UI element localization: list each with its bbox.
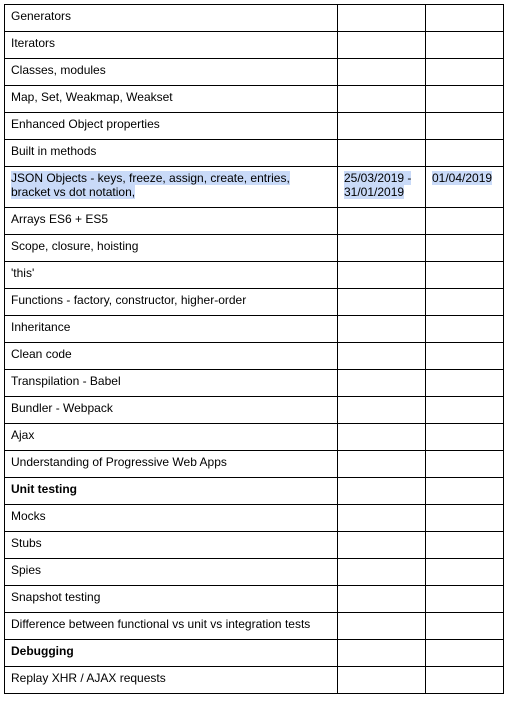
topic-cell[interactable] — [5, 451, 338, 478]
end-date-cell[interactable] — [426, 289, 504, 316]
table-row — [5, 370, 504, 397]
table-row — [5, 5, 504, 32]
start-date-cell[interactable] — [338, 451, 426, 478]
topic-cell[interactable] — [5, 289, 338, 316]
topic-cell-text: Understanding of Progressive Web Apps — [11, 455, 227, 469]
end-date-cell[interactable] — [426, 113, 504, 140]
end-date-cell-text: 01/04/2019 — [432, 171, 493, 185]
end-date-cell[interactable] — [426, 532, 504, 559]
table-row — [5, 208, 504, 235]
end-date-cell[interactable] — [426, 424, 504, 451]
start-date-cell[interactable] — [338, 59, 426, 86]
topic-cell-text: Debugging — [11, 644, 74, 658]
start-date-cell[interactable] — [338, 113, 426, 140]
topic-cell[interactable] — [5, 167, 338, 208]
end-date-cell[interactable] — [426, 370, 504, 397]
end-date-cell[interactable] — [426, 86, 504, 113]
end-date-cell[interactable] — [426, 640, 504, 667]
start-date-cell[interactable] — [338, 532, 426, 559]
end-date-cell[interactable] — [426, 5, 504, 32]
end-date-cell[interactable] — [426, 505, 504, 532]
start-date-cell[interactable] — [338, 586, 426, 613]
start-date-cell[interactable] — [338, 613, 426, 640]
topic-cell-text: Difference between functional vs unit vs integration tests — [11, 617, 311, 631]
end-date-cell[interactable] — [426, 140, 504, 167]
topic-cell[interactable] — [5, 32, 338, 59]
end-date-cell[interactable] — [426, 397, 504, 424]
topic-cell[interactable] — [5, 478, 338, 505]
topic-cell[interactable] — [5, 370, 338, 397]
table-row — [5, 505, 504, 532]
table-row — [5, 59, 504, 86]
table-row — [5, 397, 504, 424]
topic-cell[interactable] — [5, 5, 338, 32]
topic-cell-text: Transpilation - Babel — [11, 374, 121, 388]
end-date-cell[interactable] — [426, 235, 504, 262]
table-row — [5, 113, 504, 140]
start-date-cell[interactable] — [338, 478, 426, 505]
topic-cell-text: Unit testing — [11, 482, 77, 496]
topic-cell-text: Classes, modules — [11, 63, 106, 77]
end-date-cell[interactable] — [426, 32, 504, 59]
topic-cell[interactable] — [5, 505, 338, 532]
topic-cell-text: Built in methods — [11, 144, 97, 158]
start-date-cell[interactable] — [338, 262, 426, 289]
topic-cell[interactable] — [5, 235, 338, 262]
end-date-cell[interactable] — [426, 667, 504, 694]
topic-cell-text: Stubs — [11, 536, 42, 550]
topic-cell[interactable] — [5, 397, 338, 424]
start-date-cell[interactable] — [338, 208, 426, 235]
topic-cell[interactable] — [5, 559, 338, 586]
start-date-cell[interactable] — [338, 505, 426, 532]
topic-cell-text: Mocks — [11, 509, 46, 523]
topic-cell-text: Enhanced Object properties — [11, 117, 160, 131]
topic-cell[interactable] — [5, 667, 338, 694]
topic-cell-text: Snapshot testing — [11, 590, 101, 604]
table-row — [5, 613, 504, 640]
end-date-cell[interactable] — [426, 613, 504, 640]
topic-cell-text: Scope, closure, hoisting — [11, 239, 139, 253]
table-row — [5, 140, 504, 167]
start-date-cell[interactable] — [338, 86, 426, 113]
topic-cell[interactable] — [5, 86, 338, 113]
table-row — [5, 451, 504, 478]
topic-cell-text: Functions - factory, constructor, higher-order — [11, 293, 247, 307]
start-date-cell-text: 25/03/2019 - 31/01/2019 — [344, 171, 412, 199]
table-row — [5, 559, 504, 586]
start-date-cell[interactable] — [338, 397, 426, 424]
topic-cell[interactable] — [5, 586, 338, 613]
end-date-cell[interactable] — [426, 586, 504, 613]
table-row — [5, 86, 504, 113]
start-date-cell[interactable] — [338, 289, 426, 316]
end-date-cell[interactable] — [426, 316, 504, 343]
start-date-cell[interactable] — [338, 32, 426, 59]
table-row — [5, 235, 504, 262]
topic-cell-text: Replay XHR / AJAX requests — [11, 671, 166, 685]
topic-cell-text: JSON Objects - keys, freeze, assign, create, entries, bracket vs dot notation, — [11, 171, 290, 199]
topic-cell[interactable] — [5, 316, 338, 343]
start-date-cell[interactable] — [338, 235, 426, 262]
table-row — [5, 343, 504, 370]
end-date-cell[interactable] — [426, 208, 504, 235]
topic-cell[interactable] — [5, 343, 338, 370]
end-date-cell[interactable] — [426, 559, 504, 586]
end-date-cell[interactable] — [426, 478, 504, 505]
topic-cell[interactable] — [5, 613, 338, 640]
topic-cell-text: Arrays ES6 + ES5 — [11, 212, 109, 226]
topic-cell[interactable] — [5, 262, 338, 289]
start-date-cell[interactable] — [338, 167, 426, 208]
topic-cell-text: Bundler - Webpack — [11, 401, 113, 415]
topic-cell-text: Iterators — [11, 36, 56, 50]
end-date-cell[interactable] — [426, 262, 504, 289]
start-date-cell[interactable] — [338, 140, 426, 167]
topic-cell[interactable] — [5, 532, 338, 559]
table-row — [5, 167, 504, 208]
topic-cell-text: Clean code — [11, 347, 72, 361]
table-row — [5, 262, 504, 289]
topic-cell-text: Ajax — [11, 428, 35, 442]
topic-cell-text: Inheritance — [11, 320, 71, 334]
start-date-cell[interactable] — [338, 424, 426, 451]
topic-cell[interactable] — [5, 208, 338, 235]
start-date-cell[interactable] — [338, 316, 426, 343]
topic-cell[interactable] — [5, 424, 338, 451]
topic-cell[interactable] — [5, 140, 338, 167]
table-row — [5, 32, 504, 59]
start-date-cell[interactable] — [338, 559, 426, 586]
table-row — [5, 316, 504, 343]
topic-cell[interactable] — [5, 59, 338, 86]
start-date-cell[interactable] — [338, 5, 426, 32]
end-date-cell[interactable] — [426, 59, 504, 86]
topic-cell-text: Generators — [11, 9, 72, 23]
table-row — [5, 478, 504, 505]
table-row — [5, 640, 504, 667]
start-date-cell[interactable] — [338, 640, 426, 667]
topic-cell[interactable] — [5, 640, 338, 667]
end-date-cell[interactable] — [426, 167, 504, 208]
topic-cell-text: Map, Set, Weakmap, Weakset — [11, 90, 173, 104]
table-row — [5, 586, 504, 613]
topic-cell-text: Spies — [11, 563, 42, 577]
end-date-cell[interactable] — [426, 343, 504, 370]
table-row — [5, 424, 504, 451]
start-date-cell[interactable] — [338, 667, 426, 694]
start-date-cell[interactable] — [338, 370, 426, 397]
table-row — [5, 532, 504, 559]
table-row — [5, 667, 504, 694]
topic-cell-text: 'this' — [11, 266, 35, 280]
topics-table-body — [5, 5, 504, 694]
topic-cell[interactable] — [5, 113, 338, 140]
topics-table — [4, 4, 504, 694]
end-date-cell[interactable] — [426, 451, 504, 478]
table-row — [5, 289, 504, 316]
start-date-cell[interactable] — [338, 343, 426, 370]
